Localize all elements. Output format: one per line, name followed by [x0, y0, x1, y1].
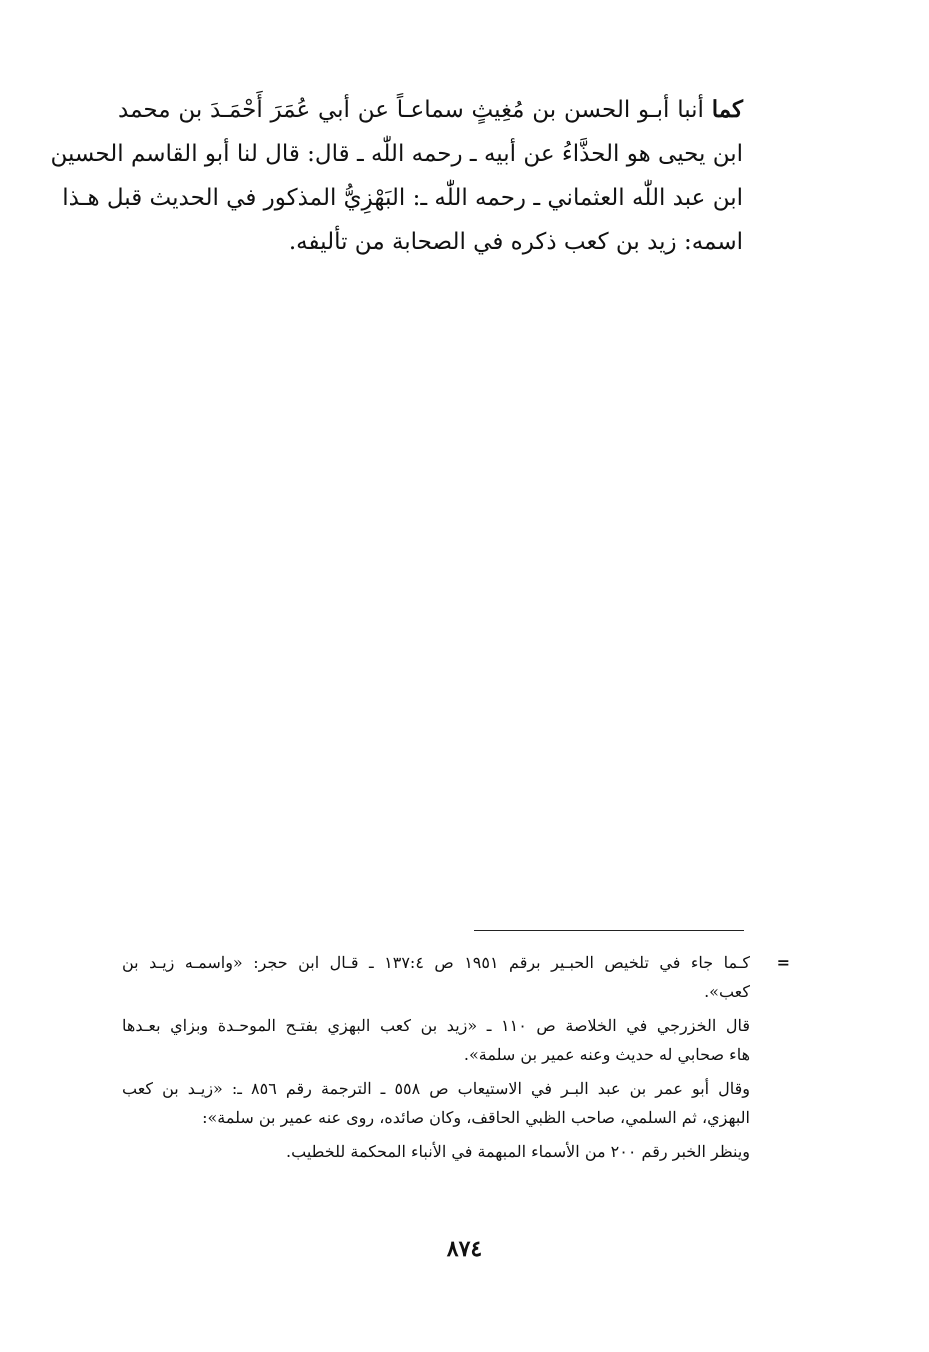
footnote-2-line-2: هاء صحابي له حديث وعنه عمير بن سلمة».	[463, 1045, 750, 1064]
footnote-2	[122, 1011, 790, 1069]
footnote-1-line-1: كـما جاء في تلخيص الحبـير برقم ١٩٥١ ص ١٣٧:٤ ـ قـال ابن حجر: «واسمـه زيـد بن	[122, 953, 751, 972]
footnote-2-line-1: قال الخزرجي في الخلاصة ص ١١٠ ـ «زيد بن كعب البهزي بفتـح الموحـدة وبزاي بعـدها	[122, 1016, 750, 1035]
main-line-2: ابن يحيى هو الحذَّاءُ عن أبيه ـ رحمه اللّٰه ـ قال: قال لنا أبو القاسم الحسين	[50, 141, 743, 167]
footnotes-section	[122, 948, 790, 1171]
main-line-4: اسمه: زيد بن كعب ذكره في الصحابة من تأليفه.	[288, 229, 743, 255]
footnote-3-line-1: وقال أبو عمر بن عبد البـر في الاستيعاب ص ٥٥٨ ـ الترجمة رقم ٨٥٦ ـ: «زيـد بن كعب	[122, 1079, 751, 1098]
page-number: ٨٧٤	[446, 1236, 483, 1262]
footnote-3-line-2: البهزي، ثم السلمي، صاحب الظبي الحاقف، وكان صائده، روى عنه عمير بن سلمة»:	[202, 1108, 750, 1127]
footnote-4-line-1: وينظر الخبر رقم ٢٠٠ من الأسماء المبهمة في الأنباء المحكمة للخطيب.	[286, 1142, 750, 1161]
footnote-separator-rule	[474, 930, 744, 931]
footnote-1	[122, 948, 790, 1006]
main-line-1	[118, 88, 743, 132]
continuation-mark: =	[776, 953, 790, 972]
footnote-1-line-2: كعب».	[704, 982, 750, 1001]
main-line-3: ابن عبد اللّٰه العثماني ـ رحمه اللّٰه ـ: البَهْزِيُّ المذكور في الحديث قبل هـذا	[62, 185, 743, 211]
lead-word: كما	[711, 96, 743, 123]
main-paragraph	[50, 88, 743, 264]
footnote-3	[122, 1074, 790, 1132]
footnote-4	[122, 1137, 790, 1166]
main-line-1-text: أنبا أبـو الحسن بن مُغِيثٍ سماعـاً عن أبي عُمَرَ أَحْمَـدَ بن محمد	[118, 97, 704, 123]
footnote-1-first-line	[122, 948, 790, 977]
